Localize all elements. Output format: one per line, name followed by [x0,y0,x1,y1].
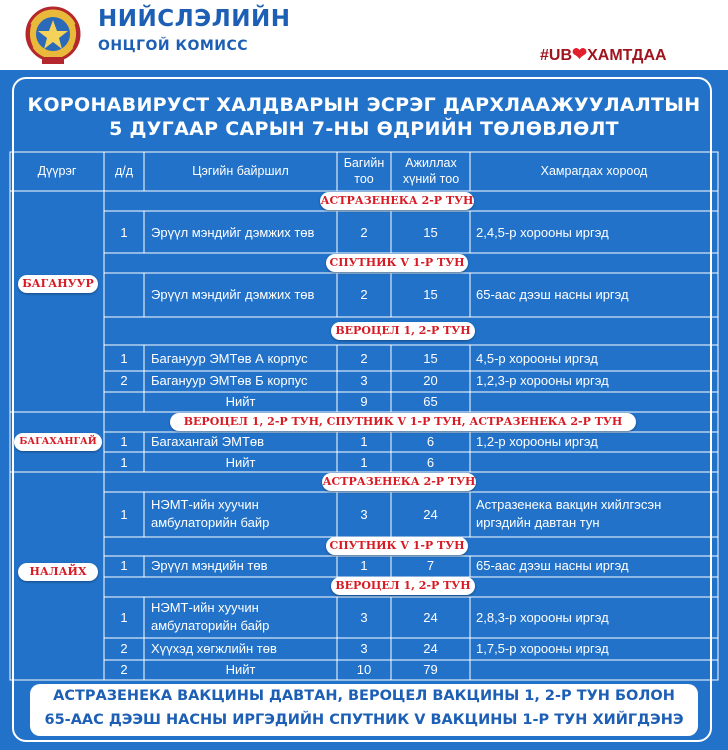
vaccine-label-sputnik: СПУТНИК V 1-Р ТУН [326,537,468,555]
col-header-location: Цэгийн байршил [192,164,289,178]
district-nalaikh: НАЛАЙХ [18,563,98,581]
row-no: 1 [120,507,128,522]
heart-icon: ❤ [572,44,588,64]
row-location: Эрүүл мэндийн төв [151,558,268,573]
row-teams: 3 [360,610,368,625]
row-teams: 2 [360,225,368,240]
row-staff: 20 [423,373,438,388]
row-teams: 3 [360,507,368,522]
row-coverage: 1,2-р хорооны иргэд [476,434,598,449]
row-coverage-line1: Астразенека вакцин хийлгэсэн [476,497,662,512]
vaccine-label-astrazeneca: АСТРАЗЕНЕКА 2-Р ТУН [322,473,476,491]
row-no: 1 [120,455,128,470]
vaccine-label-combined: ВЕРОЦЕЛ 1, 2-Р ТУН, СПУТНИК V 1-Р ТУН, АСТРАЗЕНЕКА 2-Р ТУН [170,413,636,431]
row-location: Багануур ЭМТөв А корпус [151,351,308,366]
row-no: 2 [120,641,128,656]
row-location: Эрүүл мэндийг дэмжих төв [151,287,315,302]
page-title-line1: КОРОНАВИРУСТ ХАЛДВАРЫН ЭСРЭГ ДАРХЛААЖУУЛАЛТЫН [27,94,701,116]
row-staff: 24 [423,610,438,625]
row-location: Эрүүл мэндийг дэмжих төв [151,225,315,240]
total-teams: 9 [360,394,368,409]
row-coverage: 1,2,3-р хорооны иргэд [476,373,609,388]
vaccine-label-sputnik: СПУТНИК V 1-Р ТУН [326,254,468,272]
row-no: 2 [120,373,128,388]
hashtag-word: ХАМТДАА [587,47,667,64]
row-staff: 24 [423,641,438,656]
row-no: 1 [120,558,128,573]
row-teams: 1 [360,558,368,573]
footer-line1: АСТРАЗЕНЕКА ВАКЦИНЫ ДАВТАН, ВЕРОЦЕЛ ВАКЦИНЫ 1, 2-Р ТУН БОЛОН [53,688,675,704]
row-no: 1 [120,225,128,240]
org-name-line1: НИЙСЛЭЛИЙН [98,6,291,32]
row-staff: 24 [423,507,438,522]
row-no: 2 [120,662,128,677]
footer-line2: 65-ААС ДЭЭШ НАСНЫ ИРГЭДИЙН СПУТНИК V ВАКЦИНЫ 1-Р ТУН ХИЙГДЭНЭ [44,712,684,728]
row-coverage: 4,5-р хорооны иргэд [476,351,598,366]
col-header-no: д/д [114,164,134,178]
row-location: Багахангай ЭМТөв [151,434,265,449]
district-baganuur: БАГАНУУР [18,275,98,293]
total-teams: 1 [360,455,368,470]
vaccine-label-verocel: ВЕРОЦЕЛ 1, 2-Р ТУН [331,322,475,340]
col-header-teams: Багийн тоо [343,156,385,186]
row-teams: 3 [360,373,368,388]
row-coverage: 65-аас дээш насны иргэд [476,287,629,302]
row-location: Багануур ЭМТөв Б корпус [151,373,308,388]
row-staff: 15 [423,351,438,366]
row-teams: 2 [360,351,368,366]
row-teams: 1 [360,434,368,449]
total-staff: 6 [426,455,435,470]
col-header-staff: Ажиллах хүний тоо [402,156,460,186]
col-header-district: Дүүрэг [37,164,77,178]
total-teams: 10 [356,662,372,677]
page-title-line2: 5 ДУГААР САРЫН 7-НЫ ӨДРИЙН ТӨЛӨВЛӨЛТ [109,118,619,140]
district-bagakhangai: БАГАХАНГАЙ [14,433,102,451]
row-location-line2: амбулаторийн байр [151,618,270,633]
total-staff: 65 [423,394,438,409]
row-staff: 15 [423,287,438,302]
total-label: Нийт [225,662,256,677]
col-header-coverage: Хамрагдах хороод [540,164,648,178]
total-label: Нийт [225,455,256,470]
row-teams: 3 [360,641,368,656]
row-location-line1: НЭМТ-ийн хуучин [151,497,259,512]
row-coverage: 2,8,3-р хорооны иргэд [476,610,609,625]
total-label: Нийт [225,394,256,409]
row-no: 1 [120,610,128,625]
row-coverage: 2,4,5-р хорооны иргэд [476,225,609,240]
row-coverage-line2: иргэдийн давтан тун [476,515,600,530]
total-staff: 79 [423,662,438,677]
row-coverage: 65-аас дээш насны иргэд [476,558,629,573]
row-teams: 2 [360,287,368,302]
row-no: 1 [120,351,128,366]
hashtag-prefix: #UB [540,47,573,64]
row-location: Хүүхэд хөгжлийн төв [151,641,277,656]
row-staff: 6 [426,434,435,449]
row-no: 1 [120,434,128,449]
row-location-line1: НЭМТ-ийн хуучин [151,600,259,615]
row-staff: 15 [423,225,438,240]
vaccine-label-astrazeneca: АСТРАЗЕНЕКА 2-Р ТУН [320,192,474,210]
org-name-line2: ОНЦГОЙ КОМИСС [98,38,249,54]
row-staff: 7 [426,558,435,573]
row-coverage: 1,7,5-р хорооны иргэд [476,641,609,656]
vaccine-label-verocel: ВЕРОЦЕЛ 1, 2-Р ТУН [331,577,475,595]
row-location-line2: амбулаторийн байр [151,515,270,530]
